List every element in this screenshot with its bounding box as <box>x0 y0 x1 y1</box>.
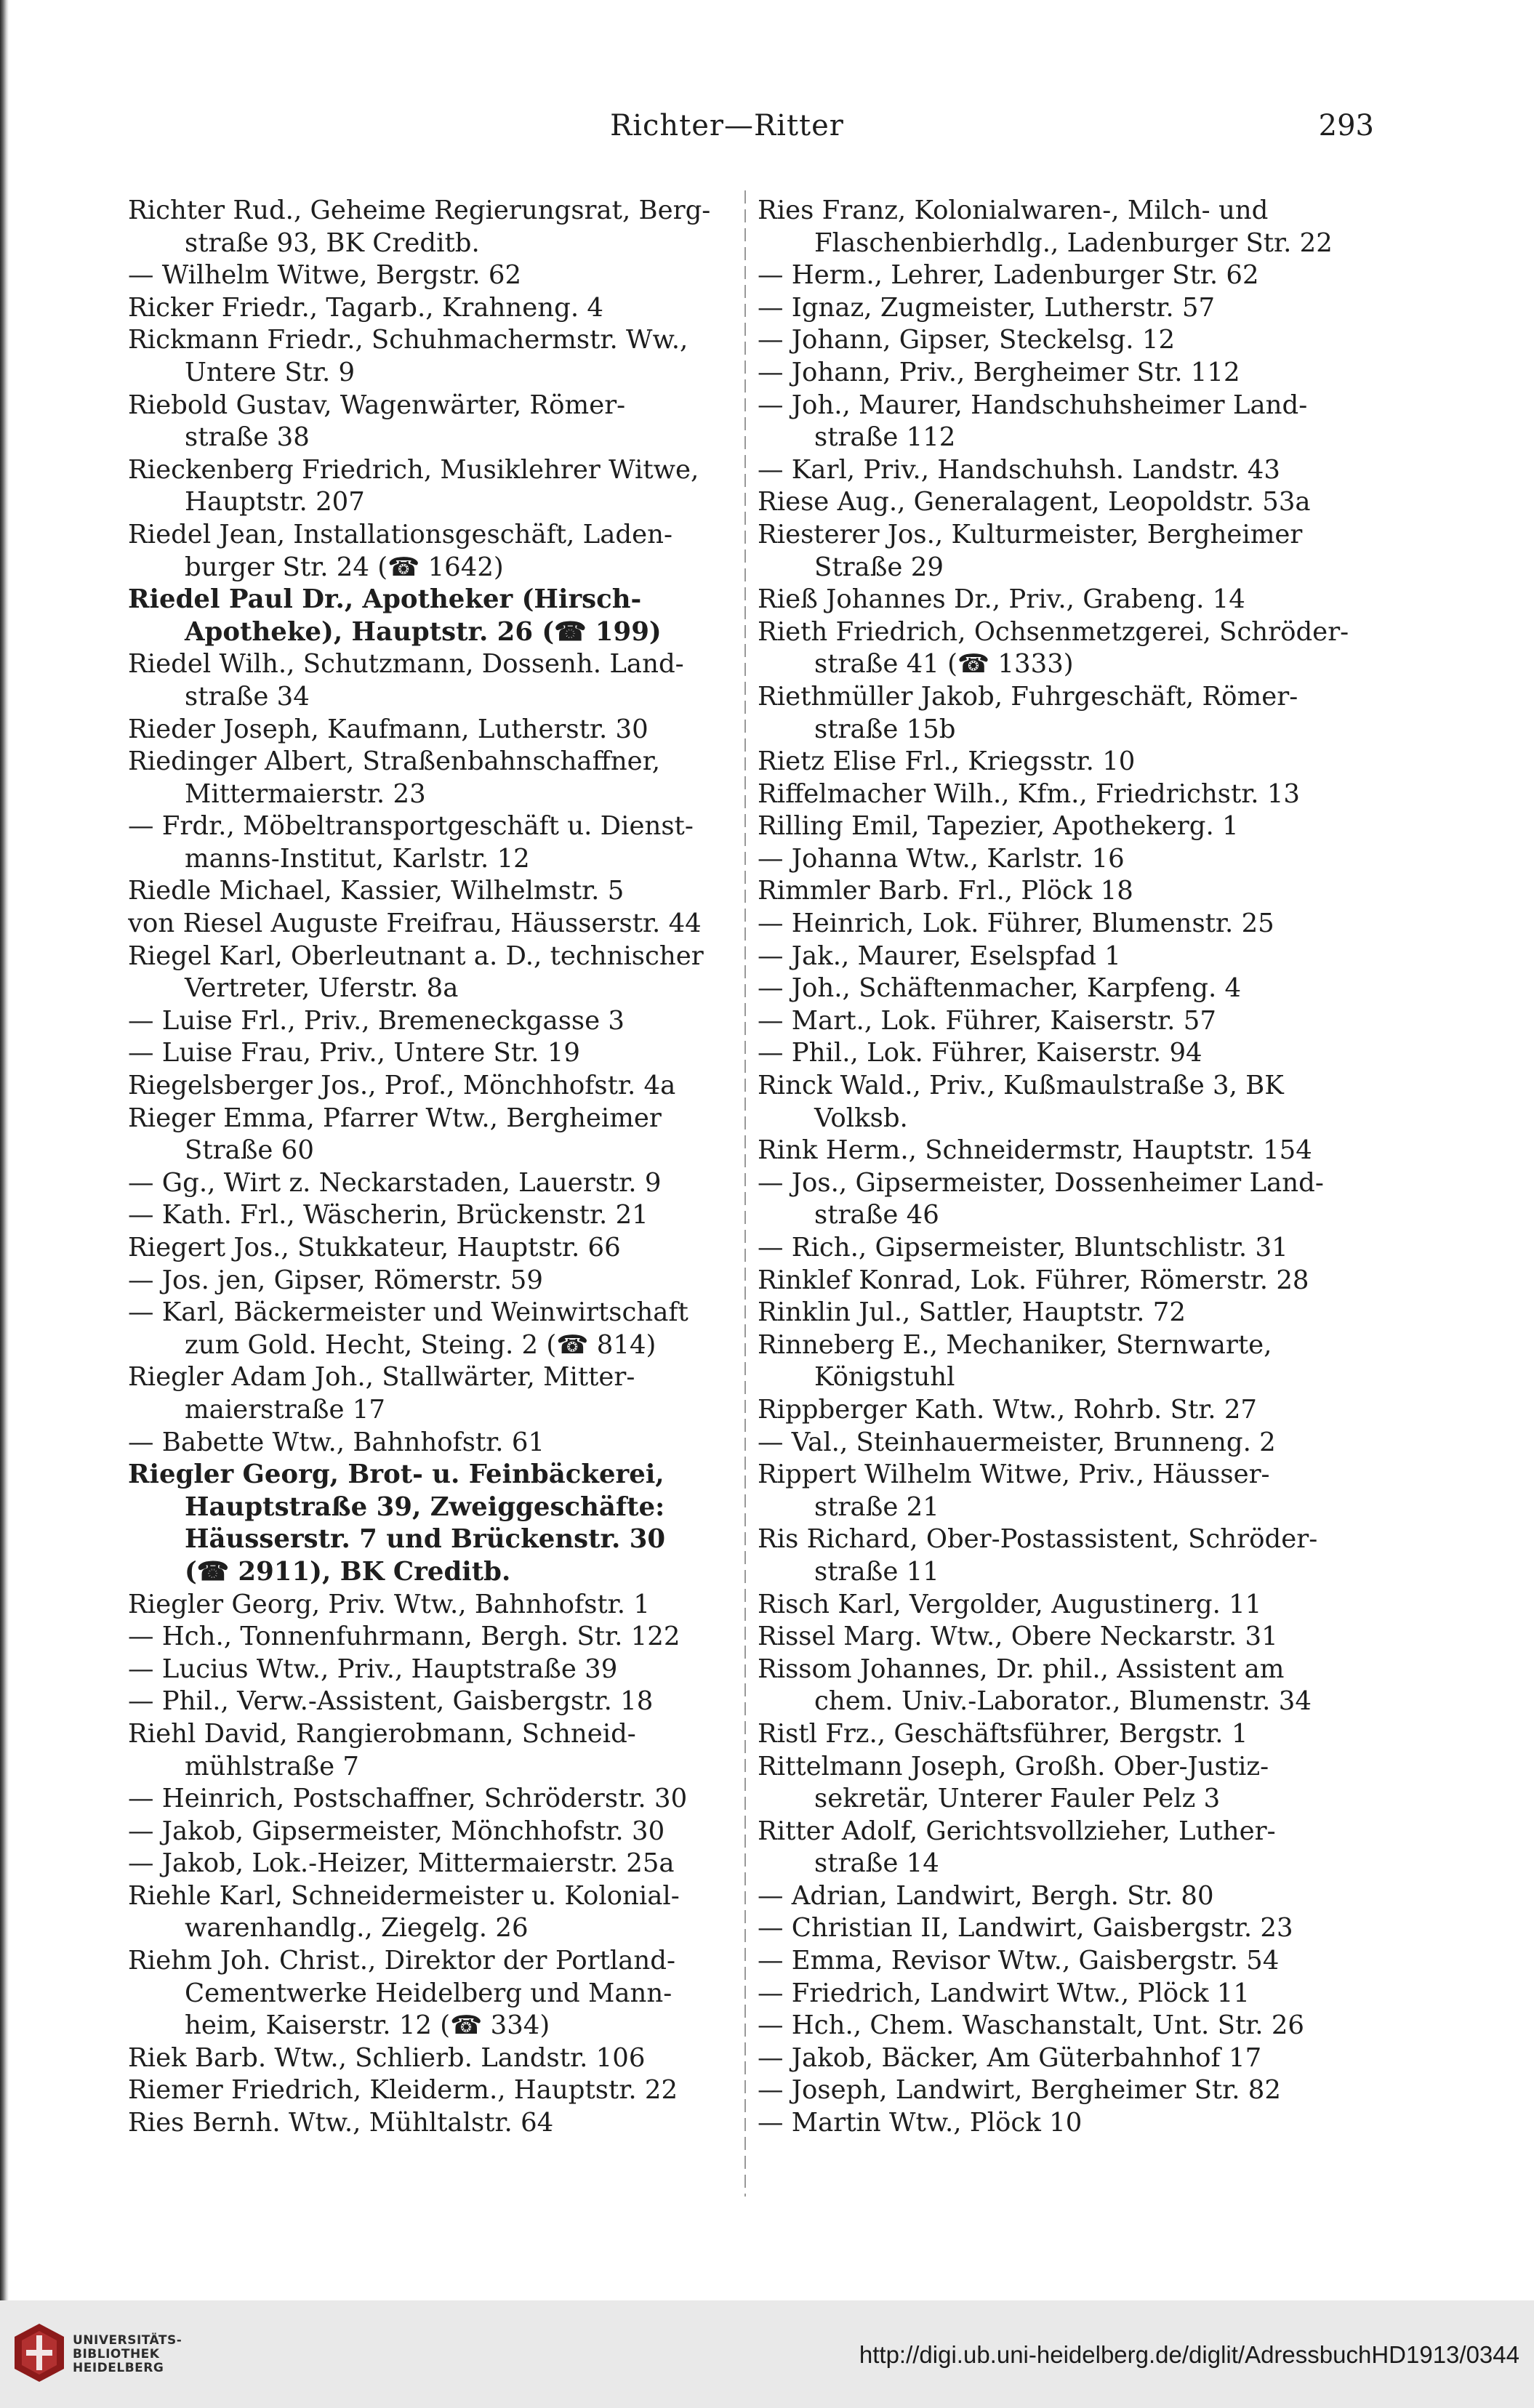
directory-entry <box>128 714 742 746</box>
directory-entry <box>758 681 1372 746</box>
left-column <box>128 195 742 2140</box>
entry-line: — Gg., Wirt z. Neckarstaden, Lauerstr. 9 <box>128 1167 662 1198</box>
entry-line: Riemer Friedrich, Kleiderm., Hauptstr. 22 <box>128 2075 678 2106</box>
directory-entry <box>758 2010 1372 2042</box>
entry-line: — Babette Wtw., Bahnhofstr. 61 <box>128 1427 545 1457</box>
entry-line: Riehl David, Rangierobmann, Schneid- <box>128 1718 636 1749</box>
entry-continuation-line: maierstraße 17 <box>185 1394 385 1425</box>
directory-entry <box>758 616 1372 681</box>
directory-entry <box>758 973 1372 1005</box>
entry-continuation-line: burger Str. 24 (☎ 1642) <box>185 552 504 582</box>
entry-continuation-line: (☎ 2911), BK Creditb. <box>185 1556 511 1587</box>
directory-entry <box>128 195 742 259</box>
entry-line: von Riesel Auguste Freifrau, Häusserstr. 44 <box>128 909 702 939</box>
directory-entry <box>758 1523 1372 1588</box>
entry-line: Rinck Wald., Priv., Kußmaulstraße 3, BK <box>758 1071 1284 1101</box>
entry-continuation-line: straße 38 <box>185 422 310 453</box>
directory-entry <box>758 1005 1372 1038</box>
entry-continuation-line: straße 14 <box>814 1848 939 1879</box>
entry-line: Riedel Paul Dr., Apotheker (Hirsch- <box>128 584 642 615</box>
university-seal-icon <box>12 2321 67 2385</box>
entry-continuation-line: sekretär, Unterer Fauler Pelz 3 <box>814 1784 1221 1814</box>
directory-entry <box>758 908 1372 941</box>
directory-entry <box>128 2042 742 2075</box>
entry-line: — Joh., Maurer, Handschuhsheimer Land- <box>758 390 1308 420</box>
directory-entry <box>128 1167 742 1200</box>
entry-line: Riegert Jos., Stukkateur, Hauptstr. 66 <box>128 1233 621 1263</box>
directory-entry <box>128 1037 742 1070</box>
entry-continuation-line: Hauptstr. 207 <box>185 487 365 518</box>
entry-line: Riedle Michael, Kassier, Wilhelmstr. 5 <box>128 876 625 906</box>
entry-line: — Christian II, Landwirt, Gaisbergstr. 23 <box>758 1913 1293 1944</box>
entry-line: Ries Franz, Kolonialwaren-, Milch- und <box>758 196 1269 225</box>
entry-continuation-line: Straße 60 <box>185 1135 314 1166</box>
entry-line: Rieß Johannes Dr., Priv., Grabeng. 14 <box>758 584 1245 615</box>
entry-line: — Luise Frau, Priv., Untere Str. 19 <box>128 1038 580 1068</box>
entry-continuation-line: straße 15b <box>814 714 956 744</box>
directory-entry <box>128 1005 742 1038</box>
library-logo-text <box>73 2334 182 2375</box>
entry-line: — Phil., Verw.-Assistent, Gaisbergstr. 18 <box>128 1686 654 1717</box>
entry-line: — Martin Wtw., Plöck 10 <box>758 2108 1083 2138</box>
directory-entry <box>758 2074 1372 2107</box>
footer-bar <box>0 2300 1534 2408</box>
entry-line: — Herm., Lehrer, Ladenburger Str. 62 <box>758 260 1259 291</box>
source-url-link[interactable]: http://digi.ub.uni-heidelberg.de/diglit/AdressbuchHD1913/0344 <box>859 2341 1519 2368</box>
entry-line: Riek Barb. Wtw., Schlierb. Landstr. 106 <box>128 2042 646 2073</box>
directory-entry <box>758 1718 1372 1751</box>
directory-entry <box>758 810 1372 843</box>
entry-continuation-line: heim, Kaiserstr. 12 (☎ 334) <box>185 2010 550 2041</box>
entry-continuation-line: zum Gold. Hecht, Steing. 2 (☎ 814) <box>185 1329 656 1360</box>
entry-line: — Hch., Chem. Waschanstalt, Unt. Str. 26 <box>758 2010 1305 2041</box>
entry-line: — Adrian, Landwirt, Bergh. Str. 80 <box>758 1880 1214 1911</box>
entry-line: — Heinrich, Lok. Führer, Blumenstr. 25 <box>758 909 1274 939</box>
directory-entry <box>758 454 1372 487</box>
entry-line: Risch Karl, Vergolder, Augustinerg. 11 <box>758 1589 1262 1619</box>
directory-entry <box>758 1070 1372 1135</box>
directory-entry <box>128 941 742 1005</box>
entry-line: Ris Richard, Ober-Postassistent, Schröder- <box>758 1524 1318 1555</box>
directory-entry <box>128 519 742 584</box>
entry-line: Rissom Johannes, Dr. phil., Assistent am <box>758 1654 1285 1684</box>
entry-line: Ristl Frz., Geschäftsführer, Bergstr. 1 <box>758 1718 1248 1749</box>
directory-entry <box>758 1621 1372 1654</box>
entry-line: — Kath. Frl., Wäscherin, Brückenstr. 21 <box>128 1200 648 1231</box>
entry-continuation-line: chem. Univ.-Laborator., Blumenstr. 34 <box>814 1686 1312 1717</box>
entry-continuation-line: straße 46 <box>814 1200 939 1231</box>
directory-entry <box>758 1751 1372 1816</box>
directory-entry <box>128 746 742 810</box>
entry-line: — Joseph, Landwirt, Bergheimer Str. 82 <box>758 2075 1281 2106</box>
entry-line: — Lucius Wtw., Priv., Hauptstraße 39 <box>128 1654 618 1684</box>
directory-entry <box>758 324 1372 357</box>
directory-entry <box>758 1459 1372 1523</box>
entry-line: — Ignaz, Zugmeister, Lutherstr. 57 <box>758 292 1216 323</box>
directory-entry <box>758 195 1372 259</box>
entry-line: — Johann, Gipser, Steckelsg. 12 <box>758 325 1176 355</box>
directory-entry <box>128 1070 742 1103</box>
directory-entry <box>128 1686 742 1718</box>
directory-entry <box>128 1816 742 1848</box>
directory-entry <box>128 1621 742 1654</box>
entry-line: Rinneberg E., Mechaniker, Sternwarte, <box>758 1329 1272 1360</box>
directory-entry <box>758 875 1372 908</box>
entry-line: Riedel Wilh., Schutzmann, Dossenh. Land- <box>128 649 684 680</box>
entry-line: Ritter Adolf, Gerichtsvollzieher, Luther- <box>758 1816 1276 1846</box>
entry-line: Riedel Jean, Installationsgeschäft, Laden- <box>128 519 672 549</box>
entry-line: Rinklin Jul., Sattler, Hauptstr. 72 <box>758 1297 1186 1328</box>
page-number: 293 <box>1318 109 1374 142</box>
entry-line: — Rich., Gipsermeister, Bluntschlistr. 31 <box>758 1233 1288 1263</box>
directory-entry <box>758 1912 1372 1945</box>
running-title: Richter—Ritter <box>610 109 844 142</box>
entry-line: Riehle Karl, Schneidermeister u. Kolonial- <box>128 1880 680 1911</box>
entry-line: Riegel Karl, Oberleutnant a. D., technischer <box>128 941 704 971</box>
entry-continuation-line: Flaschenbierhdlg., Ladenburger Str. 22 <box>814 227 1333 258</box>
directory-entry <box>758 1427 1372 1459</box>
entry-line: Riegler Georg, Priv. Wtw., Bahnhofstr. 1 <box>128 1589 650 1619</box>
entry-line: — Jos. jen, Gipser, Römerstr. 59 <box>128 1265 543 1295</box>
directory-entry <box>758 1135 1372 1167</box>
entry-line: Rieder Joseph, Kaufmann, Lutherstr. 30 <box>128 714 648 744</box>
directory-entry <box>128 1361 742 1426</box>
entry-line: — Phil., Lok. Führer, Kaiserstr. 94 <box>758 1038 1202 1068</box>
entry-continuation-line: Apotheke), Hauptstr. 26 (☎ 199) <box>185 616 662 647</box>
directory-entry <box>758 1945 1372 1978</box>
entry-line: Rinklef Konrad, Lok. Führer, Römerstr. 28 <box>758 1265 1309 1295</box>
entry-line: Ries Bernh. Wtw., Mühltalstr. 64 <box>128 2108 554 2138</box>
entry-line: — Jakob, Bäcker, Am Güterbahnhof 17 <box>758 2042 1262 2073</box>
entry-line: Rissel Marg. Wtw., Obere Neckarstr. 31 <box>758 1622 1278 1652</box>
directory-entry <box>128 1589 742 1622</box>
entry-line: Riese Aug., Generalagent, Leopoldstr. 53a <box>758 487 1311 518</box>
entry-line: — Hch., Tonnenfuhrmann, Bergh. Str. 122 <box>128 1622 680 1652</box>
entry-line: Rippberger Kath. Wtw., Rohrb. Str. 27 <box>758 1394 1258 1425</box>
entry-continuation-line: Vertreter, Uferstr. 8a <box>185 973 459 1004</box>
directory-entry <box>758 357 1372 390</box>
entry-continuation-line: straße 11 <box>814 1556 939 1587</box>
directory-entry <box>128 1718 742 1783</box>
directory-entry <box>128 1103 742 1167</box>
entry-line: Riesterer Jos., Kulturmeister, Bergheimer <box>758 519 1303 549</box>
directory-entry <box>758 746 1372 778</box>
entry-line: — Mart., Lok. Führer, Kaiserstr. 57 <box>758 1005 1216 1036</box>
entry-line: — Jos., Gipsermeister, Dossenheimer Land- <box>758 1167 1324 1198</box>
directory-entry <box>128 1654 742 1686</box>
entry-line: — Wilhelm Witwe, Bergstr. 62 <box>128 260 522 291</box>
directory-entry <box>128 390 742 454</box>
entry-line: Richter Rud., Geheime Regierungsrat, Berg- <box>128 196 711 225</box>
directory-entry <box>128 1265 742 1297</box>
directory-entry <box>128 2107 742 2140</box>
entry-continuation-line: warenhandlg., Ziegelg. 26 <box>185 1913 529 1944</box>
directory-entry <box>128 259 742 292</box>
entry-line: — Karl, Bäckermeister und Weinwirtschaft <box>128 1297 688 1328</box>
directory-entry <box>128 292 742 325</box>
directory-entry <box>758 1037 1372 1070</box>
directory-entry <box>128 648 742 713</box>
entry-continuation-line: Straße 29 <box>814 552 944 582</box>
logo-line: BIBLIOTHEK <box>73 2347 160 2361</box>
directory-entry <box>128 1783 742 1816</box>
entry-continuation-line: Volksb. <box>814 1103 908 1133</box>
entry-line: — Johanna Wtw., Karlstr. 16 <box>758 843 1125 874</box>
entry-line: Rieckenberg Friedrich, Musiklehrer Witwe, <box>128 454 699 485</box>
entry-line: — Jakob, Lok.-Heizer, Mittermaierstr. 25a <box>128 1848 675 1879</box>
entry-line: — Emma, Revisor Wtw., Gaisbergstr. 54 <box>758 1946 1280 1976</box>
entry-line: Riehm Joh. Christ., Direktor der Portland- <box>128 1946 675 1976</box>
directory-entry <box>128 1199 742 1232</box>
entry-line: — Karl, Priv., Handschuhsh. Landstr. 43 <box>758 454 1280 485</box>
entry-line: — Jak., Maurer, Eselspfad 1 <box>758 941 1121 971</box>
entry-line: — Jakob, Gipsermeister, Mönchhofstr. 30 <box>128 1816 665 1846</box>
directory-entry <box>758 390 1372 454</box>
entry-continuation-line: Cementwerke Heidelberg und Mann- <box>185 1978 672 2008</box>
logo-line: UNIVERSITÄTS- <box>73 2333 182 2348</box>
directory-entry <box>758 1816 1372 1880</box>
entry-line: Riegler Georg, Brot- u. Feinbäckerei, <box>128 1459 664 1490</box>
directory-entry <box>758 519 1372 584</box>
directory-entry <box>128 324 742 389</box>
entry-line: Rittelmann Joseph, Großh. Ober-Justiz- <box>758 1751 1269 1781</box>
directory-entry <box>758 486 1372 519</box>
directory-entry <box>128 908 742 941</box>
directory-entry <box>128 1848 742 1880</box>
scan-edge-shadow <box>0 0 9 2300</box>
directory-entry <box>128 1232 742 1265</box>
directory-entry <box>758 1880 1372 1913</box>
directory-entry <box>758 941 1372 973</box>
entry-continuation-line: straße 34 <box>185 681 310 712</box>
entry-continuation-line: mühlstraße 7 <box>185 1751 359 1781</box>
entry-continuation-line: Hauptstraße 39, Zweiggeschäfte: <box>185 1491 665 1522</box>
directory-entry <box>758 1265 1372 1297</box>
entry-line: Riedinger Albert, Straßenbahnschaffner, <box>128 746 661 777</box>
directory-entry <box>128 454 742 519</box>
directory-entry <box>128 1945 742 2042</box>
entry-continuation-line: Mittermaierstr. 23 <box>185 778 426 809</box>
directory-entry <box>758 1297 1372 1329</box>
entry-line: — Val., Steinhauermeister, Brunneng. 2 <box>758 1427 1276 1457</box>
directory-entry <box>128 1297 742 1361</box>
directory-entry <box>128 1880 742 1945</box>
entry-line: Rink Herm., Schneidermstr, Hauptstr. 154 <box>758 1135 1312 1166</box>
page-header <box>109 109 1374 153</box>
entry-line: — Heinrich, Postschaffner, Schröderstr. 30 <box>128 1784 688 1814</box>
entry-line: — Joh., Schäftenmacher, Karpfeng. 4 <box>758 973 1242 1004</box>
directory-entry <box>128 584 742 648</box>
directory-entry <box>758 292 1372 325</box>
directory-entry <box>758 1589 1372 1622</box>
entry-continuation-line: Häusserstr. 7 und Brückenstr. 30 <box>185 1524 666 1555</box>
entry-line: Riegler Adam Joh., Stallwärter, Mitter- <box>128 1362 635 1393</box>
directory-entry <box>128 810 742 875</box>
directory-entry <box>758 1394 1372 1427</box>
directory-entry <box>128 1427 742 1459</box>
entry-line: Riethmüller Jakob, Fuhrgeschäft, Römer- <box>758 681 1298 712</box>
directory-entry <box>758 584 1372 616</box>
entry-line: Rieth Friedrich, Ochsenmetzgerei, Schröder- <box>758 616 1349 647</box>
entry-continuation-line: straße 41 (☎ 1333) <box>814 649 1074 680</box>
right-column <box>758 195 1372 2140</box>
directory-entry <box>128 1459 742 1588</box>
directory-entry <box>128 875 742 908</box>
entry-line: Riebold Gustav, Wagenwärter, Römer- <box>128 390 626 420</box>
entry-continuation-line: Untere Str. 9 <box>185 357 356 387</box>
directory-entry <box>758 2107 1372 2140</box>
directory-entry <box>128 2074 742 2107</box>
directory-entry <box>758 843 1372 876</box>
directory-entry <box>758 778 1372 811</box>
logo-line: HEIDELBERG <box>73 2361 164 2375</box>
directory-entry <box>758 1167 1372 1232</box>
column-divider <box>744 190 746 2196</box>
entry-line: Rippert Wilhelm Witwe, Priv., Häusser- <box>758 1459 1270 1490</box>
entry-line: Rieger Emma, Pfarrer Wtw., Bergheimer <box>128 1103 662 1133</box>
entry-line: — Friedrich, Landwirt Wtw., Plöck 11 <box>758 1978 1250 2008</box>
directory-entry <box>758 1232 1372 1265</box>
entry-line: — Frdr., Möbeltransportgeschäft u. Dienst- <box>128 811 694 842</box>
entry-continuation-line: Königstuhl <box>814 1362 955 1393</box>
entry-continuation-line: straße 93, BK Creditb. <box>185 227 480 258</box>
entry-line: — Johann, Priv., Bergheimer Str. 112 <box>758 357 1240 387</box>
directory-entry <box>758 2042 1372 2075</box>
entry-line: Rilling Emil, Tapezier, Apothekerg. 1 <box>758 811 1239 842</box>
entry-line: Riegelsberger Jos., Prof., Mönchhofstr. 4a <box>128 1071 676 1101</box>
directory-entry <box>758 1654 1372 1718</box>
entry-line: Riffelmacher Wilh., Kfm., Friedrichstr. 13 <box>758 778 1301 809</box>
directory-entry <box>758 259 1372 292</box>
entry-line: Rickmann Friedr., Schuhmachermstr. Ww., <box>128 325 688 355</box>
directory-entry <box>758 1329 1372 1394</box>
entry-line: Ricker Friedr., Tagarb., Krahneng. 4 <box>128 292 604 323</box>
entry-line: Rimmler Barb. Frl., Plöck 18 <box>758 876 1133 906</box>
directory-entry <box>758 1978 1372 2010</box>
entry-continuation-line: manns-Institut, Karlstr. 12 <box>185 843 530 874</box>
entry-line: Rietz Elise Frl., Kriegsstr. 10 <box>758 746 1136 777</box>
entry-continuation-line: straße 21 <box>814 1491 939 1522</box>
entry-line: — Luise Frl., Priv., Bremeneckgasse 3 <box>128 1005 625 1036</box>
entry-continuation-line: straße 112 <box>814 422 956 453</box>
